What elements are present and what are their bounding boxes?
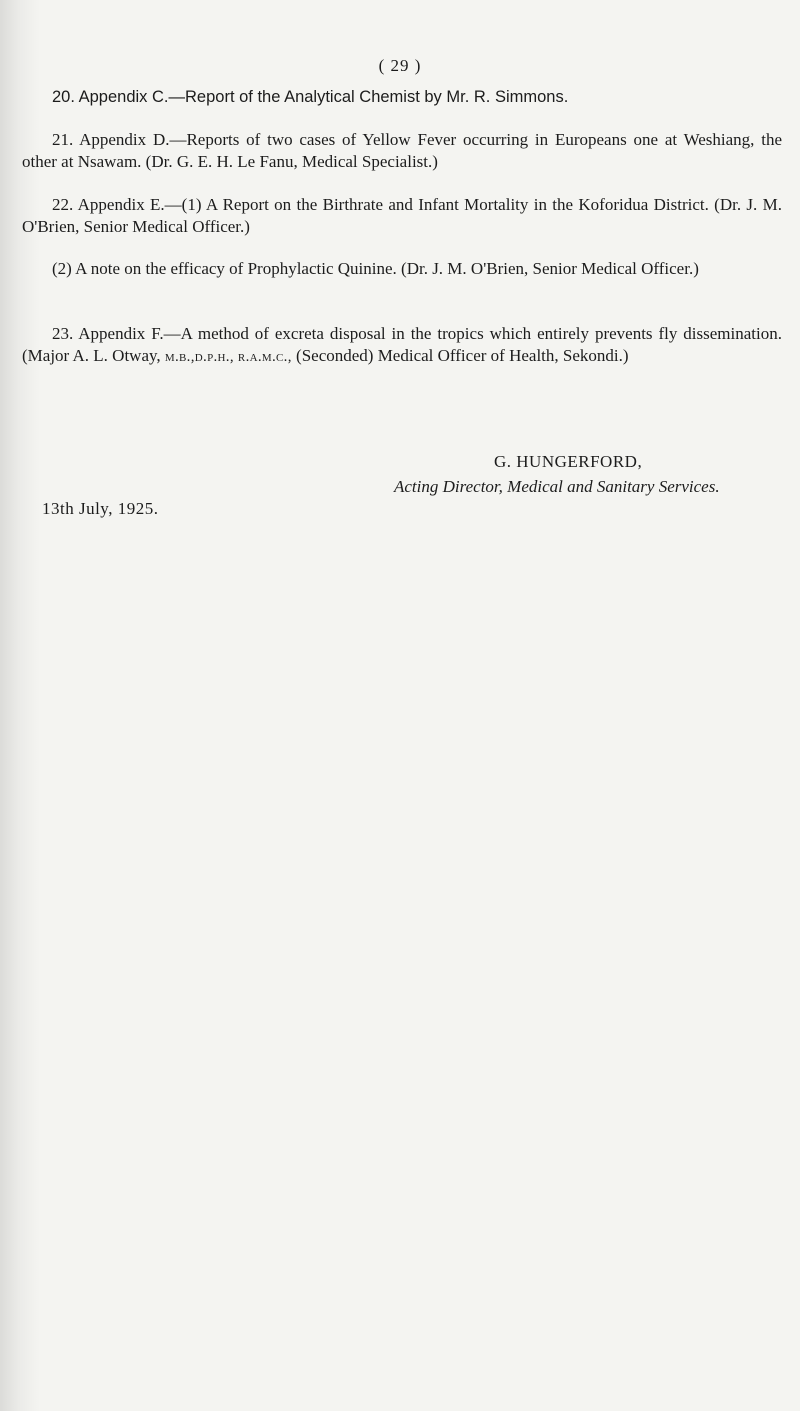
item-21 [22, 129, 782, 173]
signature-name: G. HUNGERFORD, [494, 452, 643, 471]
item-23-number: 23. [52, 324, 74, 343]
item-20-text: Appendix C.—Report of the Analytical Chemist by Mr. R. Simmons. [78, 88, 569, 106]
item-22-number: 22. [52, 195, 74, 214]
item-20-number: 20. [52, 88, 75, 106]
signature-title: Acting Director, Medical and Sanitary Services. [394, 477, 720, 496]
document-date: 13th July, 1925. [42, 499, 159, 518]
item-22-part-2 [22, 258, 782, 280]
item-23-text-end: (Seconded) Medical Officer of Health, Sekondi.) [296, 346, 629, 365]
item-23-text: Appendix F.—A method of excreta disposal in the tropics which entirely prevents fly dissemination. (Major A. L. Otway, [22, 324, 782, 365]
item-23 [22, 323, 782, 368]
item-21-text: Appendix D.—Reports of two cases of Yellow Fever occurring in Europeans one at Weshiang, the other at Nsawam. (Dr. G. E. H. Le Fanu, Medical Specialist.) [22, 130, 782, 171]
item-21-number: 21. [52, 130, 74, 149]
item-23-degrees: m.b.,d.p.h., r.a.m.c., [164, 349, 292, 365]
page-number: ( 29 ) [378, 56, 422, 75]
item-22-part-2-text: (2) A note on the efficacy of Prophylactic Quinine. (Dr. J. M. O'Brien, Senior Medical Officer.) [52, 259, 699, 278]
item-22-text: Appendix E.—(1) A Report on the Birthrate and Infant Mortality in the Koforidua District. (Dr. J. M. O'Brien, Senior Medical Officer.) [22, 195, 782, 236]
item-20 [22, 86, 782, 108]
item-22 [22, 194, 782, 238]
